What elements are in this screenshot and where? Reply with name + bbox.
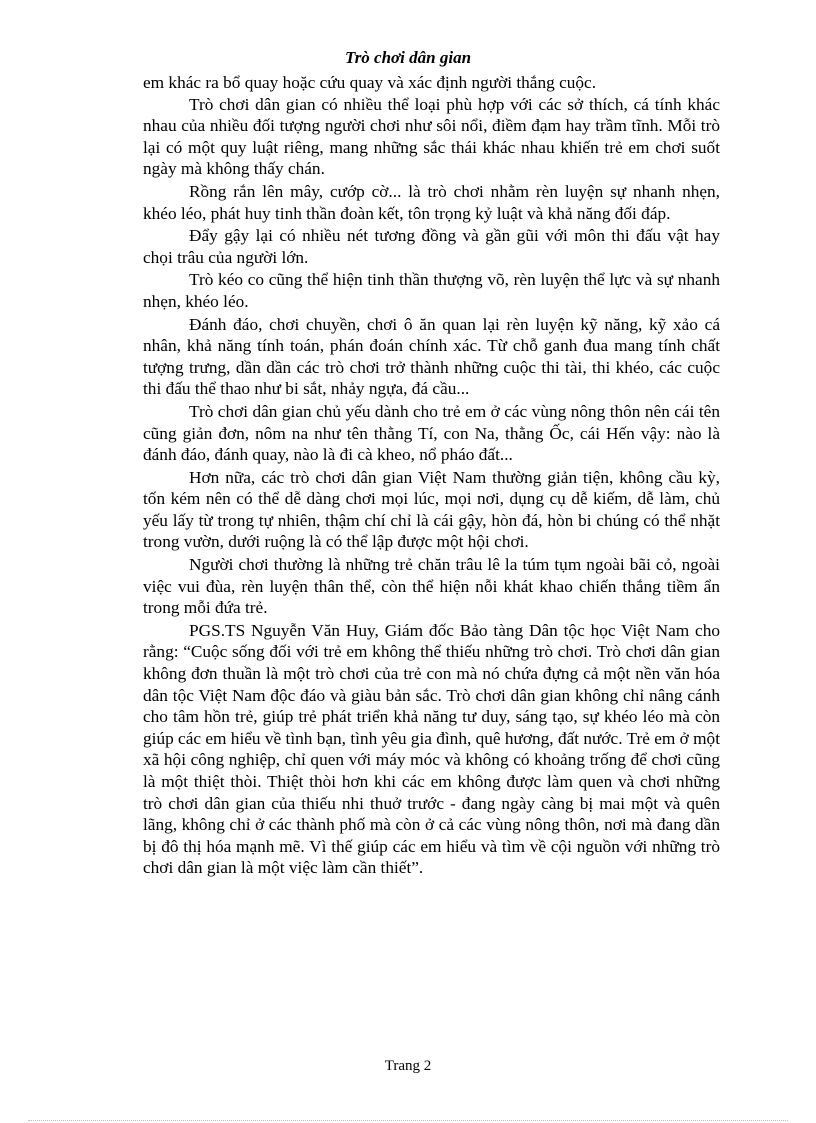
paragraph: Trò chơi dân gian có nhiều thể loại phù hợp với các sở thích, cá tính khác nhau của nhiều đối tượng người chơi như sôi nổi, điềm đạm hay trầm tĩnh. Mỗi trò lại có một quy luật riêng, mang những sắc thái khác nhau khiến trẻ em chơi suốt ngày mà không thấy chán. [143, 94, 720, 179]
paragraph: Hơn nữa, các trò chơi dân gian Việt Nam thường giản tiện, không cầu kỳ, tốn kém nên có thể dễ dàng chơi mọi lúc, mọi nơi, dụng cụ dễ kiếm, dễ làm, chủ yếu lấy từ trong tự nhiên, thậm chí chỉ là cái gậy, hòn đá, hòn bi chúng có thể nhặt trong vườn, dưới ruộng là có thể lập được một hội chơi. [143, 467, 720, 552]
paragraph: Trò chơi dân gian chủ yếu dành cho trẻ em ở các vùng nông thôn nên cái tên cũng giản đơn, nôm na như tên thằng Tí, con Na, thằng Ốc, cái Hến vậy: nào là đánh đáo, đánh quay, nào là đi cà kheo, nổ pháo đất... [143, 401, 720, 465]
paragraph-quote: PGS.TS Nguyễn Văn Huy, Giám đốc Bảo tàng Dân tộc học Việt Nam cho rằng: “Cuộc sống đối với trẻ em không thể thiếu những trò chơi. Trò chơi dân gian không đơn thuần là một trò chơi của trẻ con mà nó chứa đựng cả một nền văn hóa dân tộc Việt Nam độc đáo và giàu bản sắc. Trò chơi dân gian không chỉ nâng cánh cho tâm hồn trẻ, giúp trẻ phát triển khả năng tư duy, sáng tạo, sự khéo léo mà còn giúp các em hiểu về tình bạn, tình yêu gia đình, quê hương, đất nước. Trẻ em ở một xã hội công nghiệp, chỉ quen với máy móc và không có khoảng trống để chơi cũng là một thiệt thòi. Thiệt thòi hơn khi các em không được làm quen và chơi những trò chơi dân gian của thiếu nhi thuở trước - đang ngày càng bị mai một và quên lãng, không chỉ ở các thành phố mà còn ở cả các vùng nông thôn, nơi mà đang dần bị đô thị hóa mạnh mẽ. Vì thế giúp các em hiểu và tìm về cội nguồn với những trò chơi dân gian là một việc làm cần thiết”. [143, 620, 720, 878]
paragraph: Đánh đáo, chơi chuyền, chơi ô ăn quan lại rèn luyện kỹ năng, kỹ xảo cá nhân, khả năng tính toán, phán đoán chính xác. Từ chỗ ganh đua mang tính chất tượng trưng, dần dần các trò chơi trở thành những cuộc thi tài, thi khéo, các cuộc thi đấu thể thao như bi sắt, nhảy ngựa, đá cầu... [143, 314, 720, 399]
paragraph: Đẩy gậy lại có nhiều nét tương đồng và gần gũi với môn thi đấu vật hay chọi trâu của người lớn. [143, 226, 720, 267]
page-header-title: Trò chơi dân gian [344, 48, 472, 67]
paragraph-continuation: em khác ra bổ quay hoặc cứu quay và xác định người thắng cuộc. [143, 73, 597, 92]
paragraph: Người chơi thường là những trẻ chăn trâu lê la túm tụm ngoài bãi cỏ, ngoài việc vui đùa, rèn luyện thân thể, còn thể hiện nỗi khát khao chiến thắng tiềm ẩn trong mỗi đứa trẻ. [143, 555, 720, 618]
page-number: Trang 2 [384, 1058, 432, 1074]
body-text [143, 72, 720, 879]
paragraph: Rồng rắn lên mây, cướp cờ... là trò chơi nhằm rèn luyện sự nhanh nhẹn, khéo léo, phát huy tinh thần đoàn kết, tôn trọng kỷ luật và khả năng đối đáp. [143, 181, 720, 223]
paragraph: Trò kéo co cũng thể hiện tinh thần thượng võ, rèn luyện thể lực và sự nhanh nhẹn, khéo léo. [143, 270, 720, 311]
page-bottom-divider [28, 1120, 788, 1121]
